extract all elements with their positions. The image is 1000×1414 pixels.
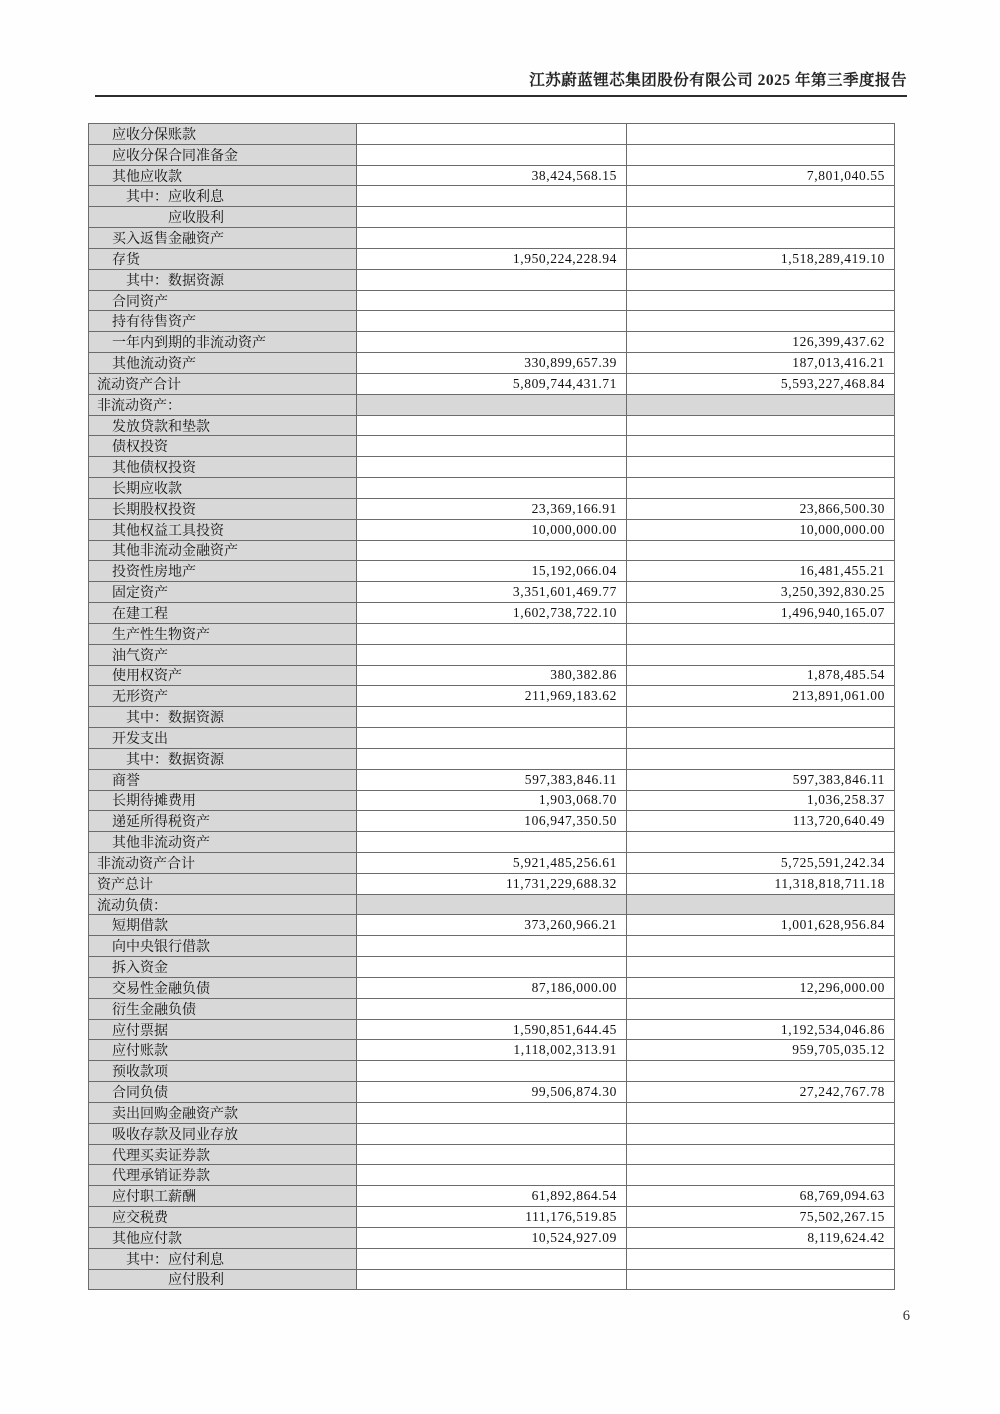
row-label: 固定资产: [89, 582, 357, 602]
amount-column-1: [357, 395, 627, 415]
row-label: 存货: [89, 249, 357, 269]
amount-column-1: [357, 895, 627, 915]
amount-column-1: 597,383,846.11: [357, 770, 627, 790]
amount-column-1: 3,351,601,469.77: [357, 582, 627, 602]
amount-column-1: [357, 1061, 627, 1081]
amount-column-2: [627, 541, 894, 561]
amount-column-2: [627, 895, 894, 915]
row-label: 其中：数据资源: [89, 707, 357, 727]
table-row: [89, 1123, 894, 1144]
table-row: [89, 1269, 894, 1290]
table-row: [89, 852, 894, 873]
amount-column-1: [357, 728, 627, 748]
row-label: 合同负债: [89, 1082, 357, 1102]
amount-column-2: 1,518,289,419.10: [780, 250, 885, 266]
row-label: 应交税费: [89, 1207, 357, 1227]
amount-column-1: 15,192,066.04: [357, 561, 627, 581]
amount-column-1: [357, 624, 627, 644]
amount-column-1: [357, 541, 627, 561]
amount-column-2: [627, 1103, 894, 1123]
amount-column-2: 1,878,485.54: [806, 667, 885, 683]
row-label: 油气资产: [89, 645, 357, 665]
amount-column-1: 380,382.86: [357, 666, 627, 686]
row-label: 一年内到期的非流动资产: [89, 332, 357, 352]
amount-column-2: [627, 145, 894, 165]
amount-column-1: [357, 936, 627, 956]
amount-column-1: [357, 311, 627, 331]
amount-column-2: 23,866,500.30: [799, 500, 885, 516]
amount-column-1: 10,000,000.00: [357, 520, 627, 540]
row-label: 卖出回购金融资产款: [89, 1103, 357, 1123]
amount-column-1: [357, 436, 627, 456]
amount-column-2: [627, 749, 894, 769]
amount-column-1: 211,969,183.62: [357, 686, 627, 706]
amount-column-2: [627, 270, 894, 290]
amount-column-2: [627, 395, 894, 415]
table-row: [89, 665, 894, 686]
row-label: 无形资产: [89, 686, 357, 706]
amount-column-1: [357, 749, 627, 769]
table-row: [89, 435, 894, 456]
amount-column-2: 959,705,035.12: [792, 1042, 885, 1058]
page-number: 6: [902, 1308, 910, 1324]
row-label: 使用权资产: [89, 666, 357, 686]
row-label: 生产性生物资产: [89, 624, 357, 644]
balance-sheet-table: [88, 123, 895, 1290]
row-label: 其他应收款: [89, 166, 357, 186]
table-row: [89, 894, 894, 915]
table-row: [89, 1248, 894, 1269]
amount-column-1: 111,176,519.85: [357, 1207, 627, 1227]
amount-column-2: 5,593,227,468.84: [780, 375, 885, 391]
table-row: [89, 935, 894, 956]
amount-column-1: [357, 1165, 627, 1185]
table-row: [89, 456, 894, 477]
amount-column-1: [357, 228, 627, 248]
table-row: [89, 602, 894, 623]
row-label: 向中央银行借款: [89, 936, 357, 956]
amount-column-1: 5,921,485,256.61: [357, 853, 627, 873]
amount-column-1: [357, 186, 627, 206]
table-row: [89, 185, 894, 206]
amount-column-1: [357, 416, 627, 436]
amount-column-1: 330,899,657.39: [357, 353, 627, 373]
amount-column-2: [627, 311, 894, 331]
row-label: 长期应收款: [89, 478, 357, 498]
row-label: 资产总计: [89, 874, 357, 894]
table-row: [89, 540, 894, 561]
table-row: [89, 727, 894, 748]
row-label: 其他流动资产: [89, 353, 357, 373]
row-label: 代理承销证券款: [89, 1165, 357, 1185]
amount-column-1: 61,892,864.54: [357, 1186, 627, 1206]
amount-column-1: [357, 832, 627, 852]
amount-column-2: 7,801,040.55: [806, 167, 885, 183]
row-label: 长期股权投资: [89, 499, 357, 519]
table-row: [89, 269, 894, 290]
row-label: 商誉: [89, 770, 357, 790]
amount-column-2: [627, 436, 894, 456]
row-label: 流动资产合计: [89, 374, 357, 394]
amount-column-2: [627, 1124, 894, 1144]
table-row: [89, 373, 894, 394]
row-label: 应付股利: [89, 1270, 357, 1290]
amount-column-1: [357, 207, 627, 227]
row-label: 其中：数据资源: [89, 270, 357, 290]
row-label: 其中：应付利息: [89, 1249, 357, 1269]
amount-column-1: [357, 645, 627, 665]
amount-column-1: [357, 270, 627, 290]
amount-column-1: 373,260,966.21: [357, 915, 627, 935]
row-label: 在建工程: [89, 603, 357, 623]
amount-column-1: 1,903,068.70: [357, 791, 627, 811]
amount-column-2: [627, 728, 894, 748]
amount-column-2: 11,318,818,711.18: [774, 875, 885, 891]
table-row: [89, 165, 894, 186]
table-row: [89, 1164, 894, 1185]
amount-column-1: 38,424,568.15: [357, 166, 627, 186]
amount-column-1: [357, 999, 627, 1019]
row-label: 流动负债：: [89, 895, 357, 915]
amount-column-2: [627, 416, 894, 436]
table-row: [89, 998, 894, 1019]
row-label: 代理买卖证券款: [89, 1145, 357, 1165]
amount-column-2: 126,399,437.62: [792, 334, 885, 350]
row-label: 非流动资产：: [89, 395, 357, 415]
amount-column-2: 1,496,940,165.07: [780, 604, 885, 620]
amount-column-2: 113,720,640.49: [792, 813, 885, 829]
amount-column-2: 75,502,267.15: [799, 1208, 885, 1224]
amount-column-1: [357, 291, 627, 311]
row-label: 交易性金融负债: [89, 978, 357, 998]
amount-column-2: 8,119,624.42: [807, 1229, 885, 1245]
table-row: [89, 415, 894, 436]
table-row: [89, 290, 894, 311]
amount-column-2: 213,891,061.00: [792, 688, 885, 704]
table-row: [89, 1060, 894, 1081]
amount-column-2: [627, 645, 894, 665]
amount-column-1: [357, 1270, 627, 1290]
amount-column-1: 1,602,738,722.10: [357, 603, 627, 623]
row-label: 吸收存款及同业存放: [89, 1124, 357, 1144]
amount-column-1: 99,506,874.30: [357, 1082, 627, 1102]
table-row: [89, 581, 894, 602]
amount-column-2: [627, 936, 894, 956]
row-label: 递延所得税资产: [89, 811, 357, 831]
table-row: [89, 748, 894, 769]
table-row: [89, 248, 894, 269]
amount-column-2: [627, 707, 894, 727]
table-row: [89, 685, 894, 706]
table-row: [89, 144, 894, 165]
amount-column-2: [627, 624, 894, 644]
table-row: [89, 956, 894, 977]
amount-column-1: [357, 1249, 627, 1269]
table-row: [89, 206, 894, 227]
table-row: [89, 560, 894, 581]
row-label: 拆入资金: [89, 957, 357, 977]
table-row: [89, 1144, 894, 1165]
amount-column-2: 68,769,094.63: [799, 1188, 885, 1204]
amount-column-2: [627, 457, 894, 477]
amount-column-2: [627, 478, 894, 498]
amount-column-2: [627, 1165, 894, 1185]
amount-column-2: [627, 1061, 894, 1081]
amount-column-2: 27,242,767.78: [799, 1084, 885, 1099]
row-label: 短期借款: [89, 915, 357, 935]
amount-column-2: [627, 1145, 894, 1165]
row-label: 应收分保合同准备金: [89, 145, 357, 165]
row-label: 应收股利: [89, 207, 357, 227]
report-header-title: 江苏蔚蓝锂芯集团股份有限公司 2025 年第三季度报告: [529, 72, 907, 89]
table-row: [89, 1081, 894, 1102]
row-label: 非流动资产合计: [89, 853, 357, 873]
row-label: 开发支出: [89, 728, 357, 748]
amount-column-2: [627, 291, 894, 311]
row-label: 应付职工薪酬: [89, 1186, 357, 1206]
table-row: [89, 1102, 894, 1123]
amount-column-1: [357, 145, 627, 165]
amount-column-2: 3,250,392,830.25: [780, 584, 885, 600]
amount-column-2: 1,001,628,956.84: [780, 917, 885, 933]
row-label: 投资性房地产: [89, 561, 357, 581]
table-row: [89, 227, 894, 248]
amount-column-2: 5,725,591,242.34: [780, 854, 885, 870]
row-label: 发放贷款和垫款: [89, 416, 357, 436]
table-row: [89, 124, 894, 144]
row-label: 其他应付款: [89, 1228, 357, 1248]
amount-column-2: [627, 207, 894, 227]
amount-column-2: 187,013,416.21: [792, 355, 885, 371]
table-row: [89, 977, 894, 998]
table-row: [89, 310, 894, 331]
row-label: 其中：应收利息: [89, 186, 357, 206]
table-row: [89, 706, 894, 727]
amount-column-1: 1,950,224,228.94: [357, 249, 627, 269]
amount-column-2: 12,296,000.00: [799, 979, 885, 995]
row-label: 合同资产: [89, 291, 357, 311]
amount-column-1: 5,809,744,431.71: [357, 374, 627, 394]
amount-column-2: [627, 832, 894, 852]
amount-column-1: 23,369,166.91: [357, 499, 627, 519]
amount-column-2: 1,192,534,046.86: [780, 1021, 885, 1037]
table-row: [89, 644, 894, 665]
table-row: [89, 519, 894, 540]
amount-column-1: [357, 957, 627, 977]
row-label: 其中：数据资源: [89, 749, 357, 769]
table-row: [89, 1227, 894, 1248]
table-row: [89, 769, 894, 790]
row-label: 其他债权投资: [89, 457, 357, 477]
table-row: [89, 477, 894, 498]
amount-column-1: 106,947,350.50: [357, 811, 627, 831]
table-row: [89, 914, 894, 935]
amount-column-2: 597,383,846.11: [792, 771, 885, 787]
table-row: [89, 623, 894, 644]
row-label: 衍生金融负债: [89, 999, 357, 1019]
row-label: 债权投资: [89, 436, 357, 456]
amount-column-1: [357, 478, 627, 498]
amount-column-2: [627, 999, 894, 1019]
table-row: [89, 498, 894, 519]
amount-column-2: [627, 1270, 894, 1290]
table-row: [89, 1019, 894, 1040]
amount-column-2: [627, 228, 894, 248]
row-label: 持有待售资产: [89, 311, 357, 331]
table-row: [89, 790, 894, 811]
amount-column-1: [357, 1124, 627, 1144]
row-label: 买入返售金融资产: [89, 228, 357, 248]
table-row: [89, 1039, 894, 1060]
amount-column-2: [627, 124, 894, 144]
table-row: [89, 1185, 894, 1206]
row-label: 应收分保账款: [89, 124, 357, 144]
amount-column-1: [357, 1103, 627, 1123]
amount-column-2: [627, 957, 894, 977]
header-divider: [95, 95, 907, 97]
table-row: [89, 394, 894, 415]
row-label: 其他非流动金融资产: [89, 541, 357, 561]
row-label: 应付票据: [89, 1020, 357, 1040]
table-row: [89, 810, 894, 831]
table-row: [89, 352, 894, 373]
amount-column-1: 10,524,927.09: [357, 1228, 627, 1248]
row-label: 其他权益工具投资: [89, 520, 357, 540]
amount-column-2: [627, 1249, 894, 1269]
amount-column-1: 1,118,002,313.91: [357, 1040, 627, 1060]
amount-column-1: [357, 124, 627, 144]
table-row: [89, 1206, 894, 1227]
amount-column-1: [357, 332, 627, 352]
amount-column-2: [627, 186, 894, 206]
amount-column-2: 16,481,455.21: [799, 563, 885, 579]
amount-column-1: [357, 707, 627, 727]
table-row: [89, 331, 894, 352]
amount-column-1: [357, 457, 627, 477]
row-label: 预收款项: [89, 1061, 357, 1081]
row-label: 应付账款: [89, 1040, 357, 1060]
amount-column-2: 10,000,000.00: [799, 521, 885, 537]
table-row: [89, 873, 894, 894]
row-label: 长期待摊费用: [89, 791, 357, 811]
amount-column-1: 11,731,229,688.32: [357, 874, 627, 894]
amount-column-1: 1,590,851,644.45: [357, 1020, 627, 1040]
amount-column-2: 1,036,258.37: [806, 792, 885, 808]
amount-column-1: [357, 1145, 627, 1165]
row-label: 其他非流动资产: [89, 832, 357, 852]
table-row: [89, 831, 894, 852]
amount-column-1: 87,186,000.00: [357, 978, 627, 998]
